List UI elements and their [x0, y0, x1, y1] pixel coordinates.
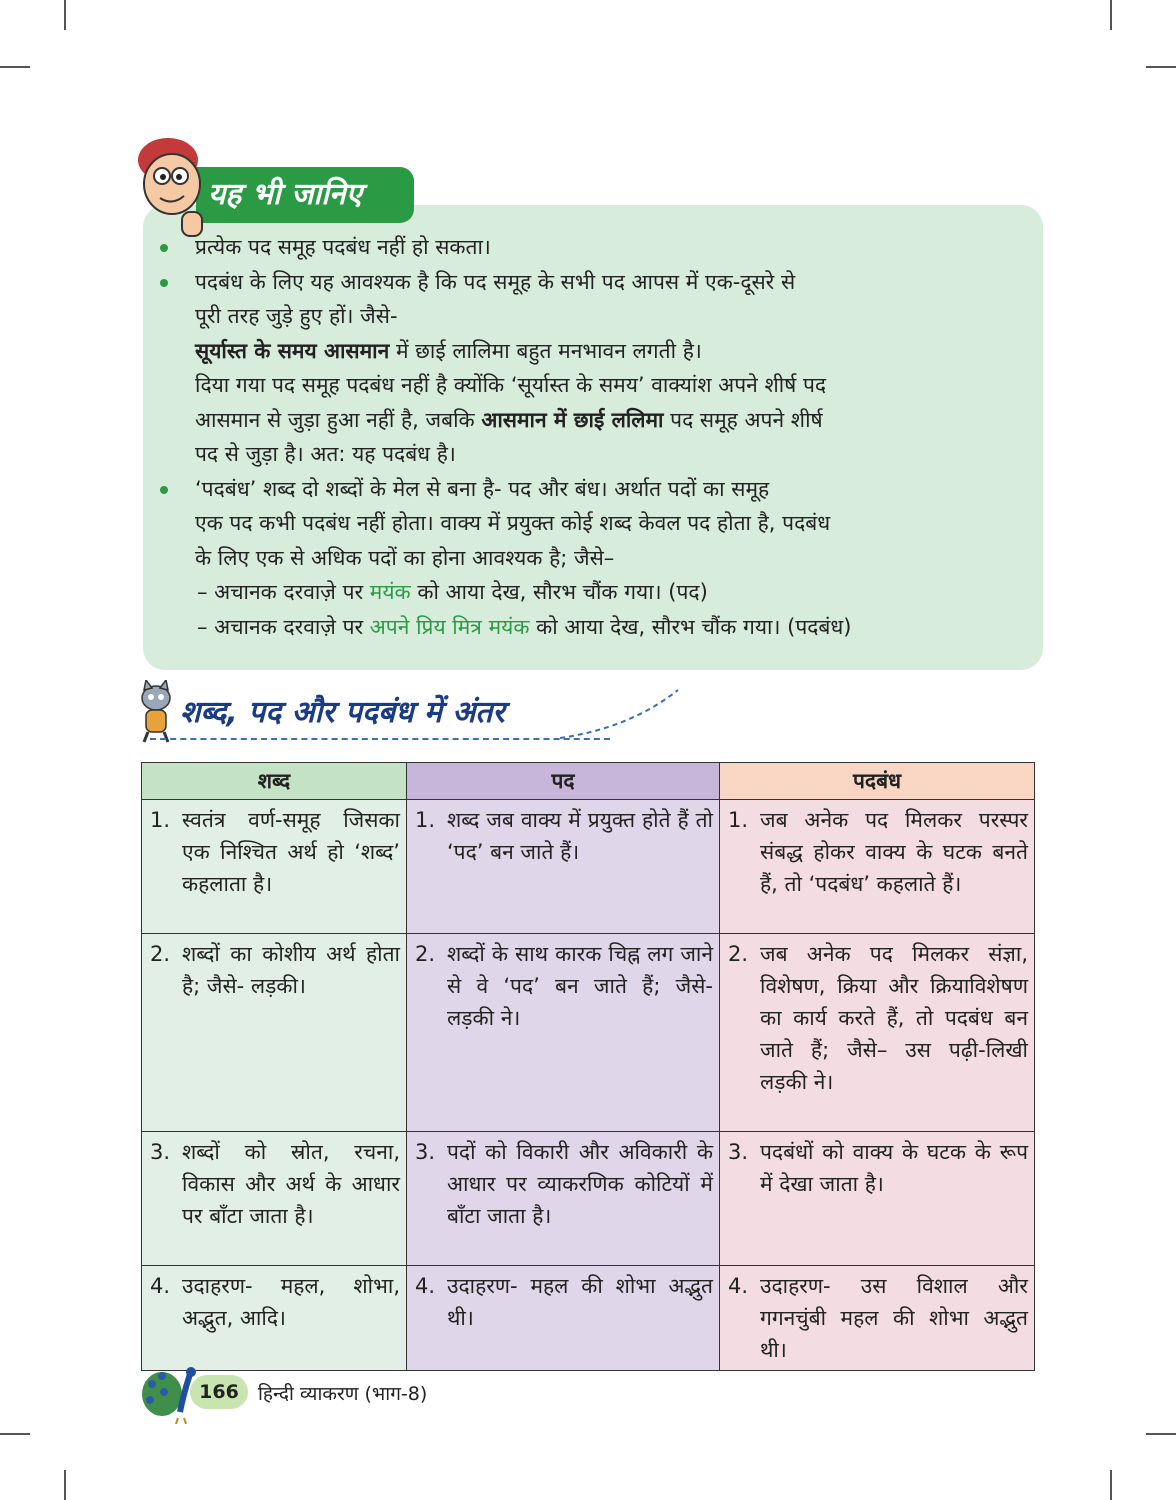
bullet-text: पूरी तरह जुड़े हुए हों। जैसे-	[195, 304, 398, 328]
crop-mark	[0, 66, 30, 68]
cell-text: जब अनेक पद मिलकर परस्पर संबद्ध होकर वाक्य के घटक बनते हैं, तो ‘पदबंध’ कहलाते हैं।	[760, 808, 1028, 896]
crop-mark	[1146, 66, 1176, 68]
table-row	[142, 800, 1035, 934]
table-row	[142, 934, 1035, 1132]
cell-number: 4.	[150, 1274, 171, 1298]
crop-mark	[64, 0, 66, 30]
bullet-text: एक पद कभी पदबंध नहीं होता। वाक्य में प्रयुक्त कोई शब्द केवल पद होता है, पदबंध	[195, 511, 831, 535]
bullet-text: प्रत्येक पद समूह पदबंध नहीं हो सकता।	[195, 235, 491, 259]
crop-mark	[1110, 0, 1112, 30]
cell-text: शब्दों को स्रोत, रचना, विकास और अर्थ के आधार पर बाँटा जाता है।	[182, 1140, 400, 1228]
table-cell	[142, 934, 407, 1132]
cell-number: 3.	[728, 1140, 749, 1164]
table-cell	[720, 1266, 1035, 1371]
header-pad: पद	[407, 763, 720, 800]
example-rest: में छाई लालिमा बहुत मनभावन लगती है।	[389, 338, 702, 363]
table-cell	[720, 1132, 1035, 1266]
table-row	[142, 1132, 1035, 1266]
explanation-line: पद से जुड़ा है। अत: यह पदबंध है।	[195, 442, 456, 466]
example-line	[195, 610, 1022, 645]
cell-text: स्वतंत्र वर्ण-समूह जिसका एक निश्चित अर्थ हो ‘शब्द’ कहलाता है।	[182, 808, 400, 896]
cell-number: 4.	[728, 1274, 749, 1298]
cell-number: 3.	[415, 1140, 436, 1164]
explanation-part: आसमान से जुड़ा हुआ नहीं है, जबकि	[195, 407, 482, 432]
bullet-item	[160, 265, 1022, 472]
bullet-text: के लिए एक से अधिक पदों का होना आवश्यक है; जैसे–	[195, 545, 615, 570]
crop-mark	[0, 1433, 30, 1435]
explanation-part: पद समूह अपने शीर्ष	[663, 407, 823, 432]
bullet-item	[160, 472, 1022, 645]
bullet-dot-icon	[160, 486, 168, 494]
crop-mark	[1110, 1470, 1112, 1500]
page-number-badge: 166	[190, 1375, 248, 1409]
table-cell	[142, 800, 407, 934]
cell-number: 1.	[728, 808, 749, 832]
cell-number: 3.	[150, 1140, 171, 1164]
table-header-row	[142, 763, 1035, 800]
boy-mascot-icon	[132, 128, 212, 240]
cell-number: 4.	[415, 1274, 436, 1298]
header-shabd: शब्द	[142, 763, 407, 800]
cell-number: 1.	[150, 808, 171, 832]
heading-swoosh	[560, 688, 680, 740]
example-sentence	[195, 334, 1022, 369]
heading-underline	[150, 738, 610, 740]
cell-number: 2.	[150, 942, 171, 966]
table-cell	[720, 934, 1035, 1132]
table-cell	[407, 1132, 720, 1266]
table-cell	[407, 934, 720, 1132]
cell-text: उदाहरण- उस विशाल और गगनचुंबी महल की शोभा अद्भुत थी।	[760, 1274, 1028, 1362]
table-cell	[407, 1266, 720, 1371]
crop-mark	[1146, 1433, 1176, 1435]
example-part: – अचानक दरवाज़े पर	[197, 614, 370, 639]
table-cell	[720, 800, 1035, 934]
example-bold-phrase: सूर्यास्त के समय आसमान	[195, 338, 390, 363]
cell-text: शब्द जब वाक्य में प्रयुक्त होते हैं तो ‘पद’ बन जाते हैं।	[447, 808, 713, 864]
know-also-content	[160, 230, 1022, 644]
table-row	[142, 1266, 1035, 1371]
example-part: को आया देख, सौरभ चौंक गया। (पदबंध)	[529, 614, 852, 639]
bullet-dot-icon	[160, 279, 168, 287]
know-also-title: यह भी जानिए	[196, 167, 414, 223]
comparison-table	[141, 762, 1035, 1371]
example-highlight: मयंक	[369, 580, 411, 604]
example-part: – अचानक दरवाज़े पर	[197, 580, 370, 604]
table-cell	[407, 800, 720, 934]
cat-mascot-icon	[132, 680, 180, 744]
crop-mark	[64, 1470, 66, 1500]
explanation-bold-phrase: आसमान में छाई ललिमा	[481, 407, 664, 432]
example-highlight: अपने प्रिय मित्र मयंक	[369, 614, 530, 639]
example-part: को आया देख, सौरभ चौंक गया। (पद)	[410, 580, 708, 604]
cell-text: शब्दों के साथ कारक चिह्न लग जाने से वे ‘पद’ बन जाते हैं; जैसे- लड़की ने।	[447, 942, 713, 1030]
bullet-dot-icon	[160, 244, 168, 252]
cell-text: उदाहरण- महल, शोभा, अद्भुत, आदि।	[182, 1274, 400, 1330]
bullet-item	[160, 230, 1022, 265]
header-padbandh: पदबंध	[720, 763, 1035, 800]
table-cell	[142, 1132, 407, 1266]
example-line	[195, 575, 1022, 610]
cell-text: उदाहरण- महल की शोभा अद्भुत थी।	[447, 1274, 713, 1330]
explanation-line: दिया गया पद समूह पदबंध नहीं है क्योंकि ‘सूर्यास्त के समय’ वाक्यांश अपने शीर्ष पद	[195, 373, 827, 397]
bullet-text: ‘पदबंध’ शब्द दो शब्दों के मेल से बना है- पद और बंध। अर्थात पदों का समूह	[195, 476, 770, 501]
section-heading: शब्द, पद और पदबंध में अंतर	[180, 695, 505, 730]
cell-text: पदों को विकारी और अविकारी के आधार पर व्याकरणिक कोटियों में बाँटा जाता है।	[447, 1140, 713, 1228]
cell-text: जब अनेक पद मिलकर संज्ञा, विशेषण, क्रिया और क्रियाविशेषण का कार्य करते हैं, तो पदबंध बन जाते हैं; जैसे– उस पढ़ी-लिखी लड़की ने।	[760, 942, 1028, 1094]
cell-text: शब्दों का कोशीय अर्थ होता है; जैसे- लड़की।	[182, 942, 400, 998]
cell-text: पदबंधों को वाक्य के घटक के रूप में देखा जाता है।	[760, 1140, 1028, 1196]
cell-number: 2.	[728, 942, 749, 966]
explanation-line	[195, 403, 1022, 438]
cell-number: 2.	[415, 942, 436, 966]
table-cell	[142, 1266, 407, 1371]
book-title: हिन्दी व्याकरण (भाग-8)	[258, 1383, 428, 1405]
bullet-text: पदबंध के लिए यह आवश्यक है कि पद समूह के सभी पद आपस में एक-दूसरे से	[195, 269, 796, 294]
cell-number: 1.	[415, 808, 436, 832]
